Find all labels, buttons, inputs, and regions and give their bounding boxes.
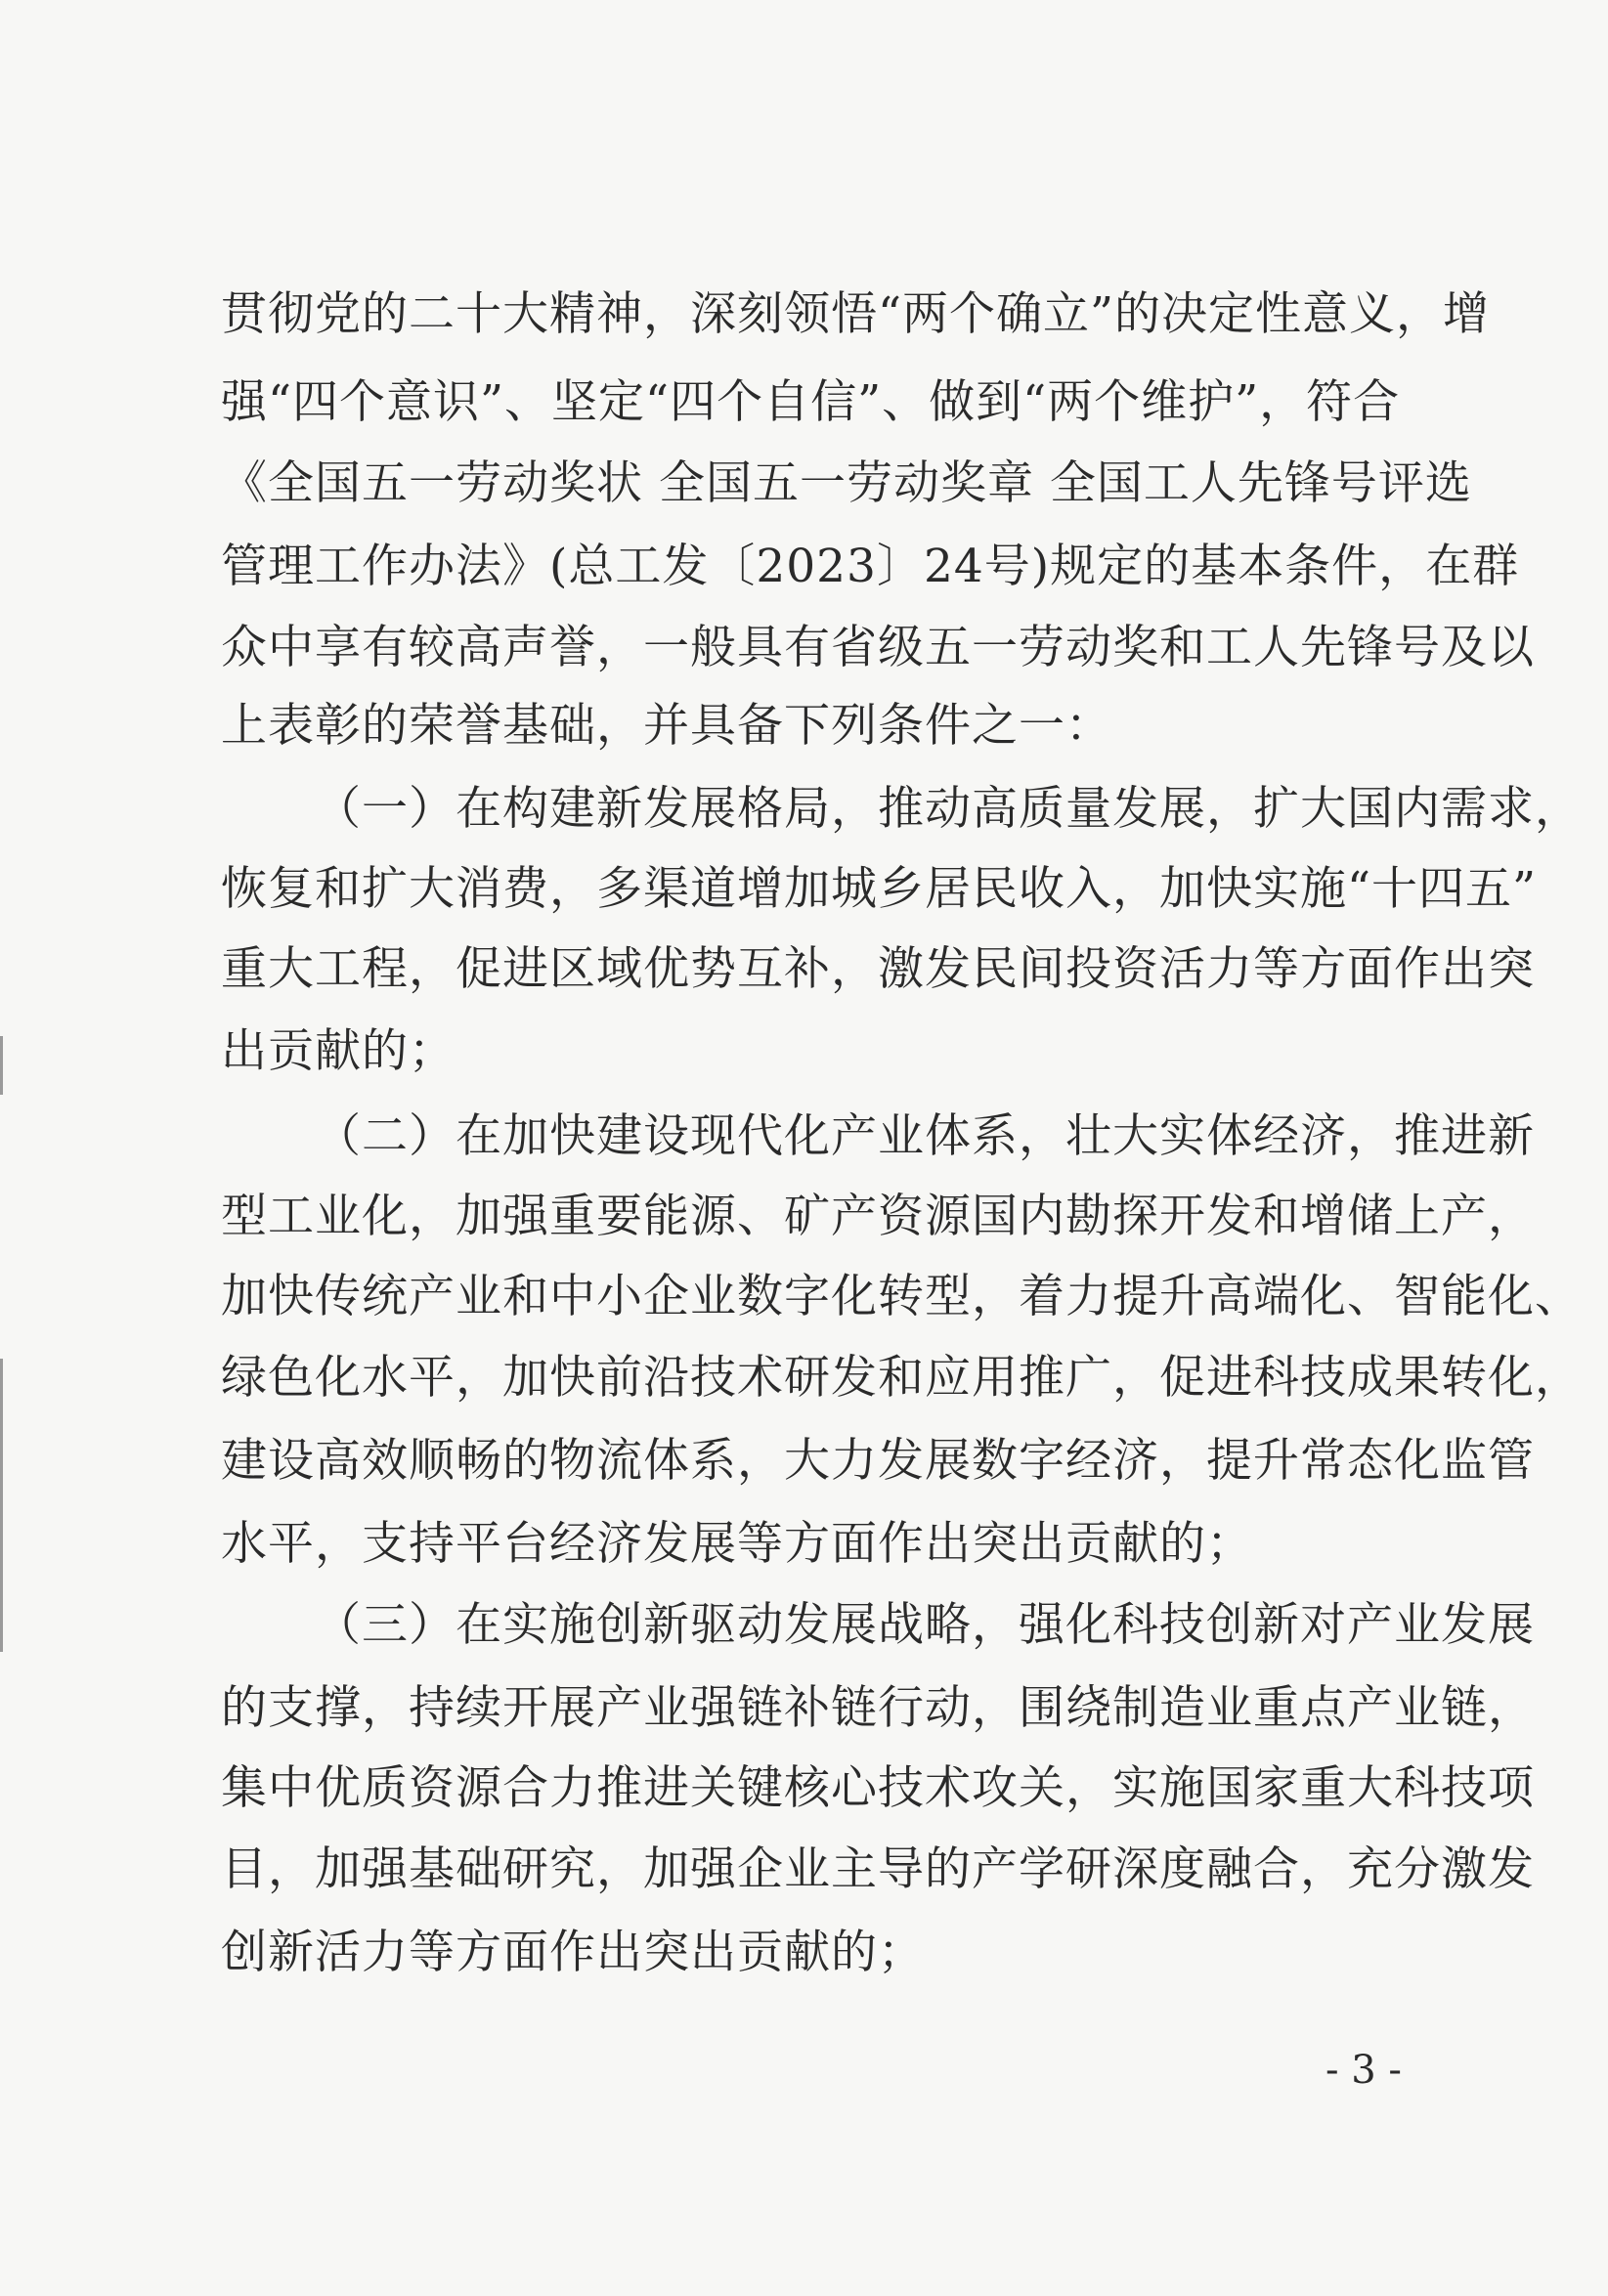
list-item-line: 重大工程，促进区域优势互补，激发民间投资活力等方面作出突 [221,942,1535,996]
scan-edge-mark [0,1036,3,1095]
list-item-line: 恢复和扩大消费，多渠道增加城乡居民收入，加快实施“十四五” [221,862,1538,916]
page-number: - 3 - [1326,2048,1402,2093]
list-item-line: （一）在构建新发展格局，推动高质量发展，扩大国内需求， [315,782,1582,836]
list-item-line: 的支撑，持续开展产业强链补链行动，围绕制造业重点产业链， [221,1681,1535,1735]
paragraph-line: 贯彻党的二十大精神，深刻领悟“两个确立”的决定性意义，增 [221,287,1491,341]
list-item-line: 目，加强基础研究，加强企业主导的产学研深度融合，充分激发 [221,1842,1535,1896]
paragraph-line: 强“四个意识”、坚定“四个自信”、做到“两个维护”，符合 [221,375,1401,429]
list-item-line: 绿色化水平，加快前沿技术研发和应用推广，促进科技成果转化， [221,1351,1582,1405]
list-item-line: 建设高效顺畅的物流体系，大力发展数字经济，提升常态化监管 [221,1434,1535,1488]
list-item-line: 水平，支持平台经济发展等方面作出突出贡献的； [221,1517,1253,1571]
list-item-line: 加快传统产业和中小企业数字化转型，着力提升高端化、智能化、 [221,1270,1582,1323]
list-item-line: （三）在实施创新驱动发展战略，强化科技创新对产业发展 [315,1598,1535,1652]
list-item-line: （二）在加快建设现代化产业体系，壮大实体经济，推进新 [315,1109,1535,1163]
list-item-line: 创新活力等方面作出突出贡献的； [221,1926,925,1979]
paragraph-line: 《全国五一劳动奖状 全国五一劳动奖章 全国工人先锋号评选 [221,456,1472,510]
list-item-line: 型工业化，加强重要能源、矿产资源国内勘探开发和增储上产， [221,1190,1535,1243]
scan-edge-mark [0,1359,3,1652]
paragraph-line: 上表彰的荣誉基础，并具备下列条件之一： [221,699,1112,753]
list-item-line: 出贡献的； [221,1024,456,1078]
list-item-line: 集中优质资源合力推进关键核心技术攻关，实施国家重大科技项 [221,1761,1535,1815]
paragraph-line: 管理工作办法》(总工发〔2023〕24号)规定的基本条件，在群 [221,540,1520,593]
paragraph-line: 众中享有较高声誉，一般具有省级五一劳动奖和工人先锋号及以 [221,621,1535,674]
